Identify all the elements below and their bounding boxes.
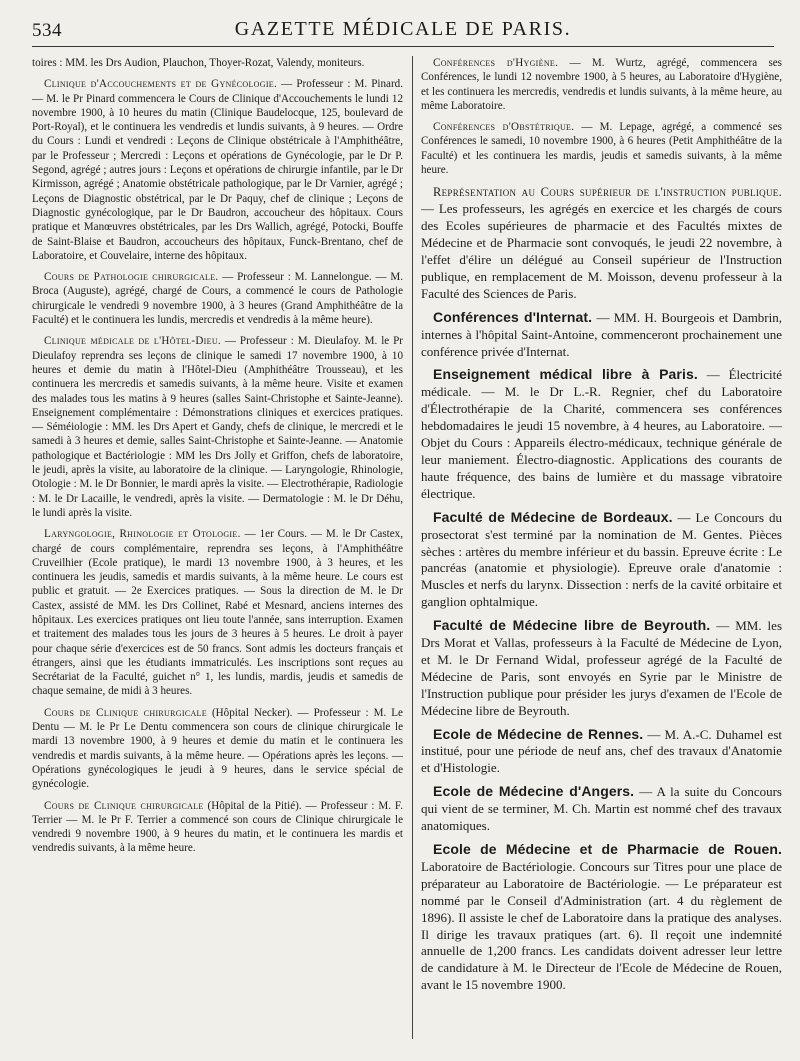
article-heading: Ecole de Médecine d'Angers.	[433, 783, 635, 800]
article-heading: Ecole de Médecine de Rennes.	[433, 725, 644, 742]
page-header	[32, 14, 774, 48]
article-heading: Ecole de Médecine et de Pharmacie de Rouen.	[433, 841, 782, 857]
article-heading: Clinique médicale de l'Hôtel-Dieu.	[44, 335, 221, 348]
article-body: Laboratoire de Bactériologie. Concours sur Titres pour une place de préparateur au Laboratoire de Bactériologie. — Le préparateur est nommé par le Conseil d'Administration (art. 4 du règlement de 1896). Il assiste le chef de Laboratoire dans la pratique des analyses. Il dirige les travaux pratiques (art. 6). Il reçoit une indemnité annuelle de 1,200 francs. Les candidats doivent adresser leur lettre de candidature à M. le Directeur de l'Ecole de Médecine de Rouen, avant le 15 novembre 1900.	[421, 858, 782, 993]
article-body: toires : MM. les Drs Audion, Plauchon, Thoyer-Rozat, Valendy, moniteurs.	[32, 57, 365, 69]
page-number: 534	[32, 20, 62, 41]
article-beyrouth	[421, 617, 782, 719]
article-hygiene	[421, 56, 782, 113]
article-body: — Le Concours du prosectorat s'est terminé par la nomination de M. Gentes. Pièces sèches : artères du membre inférieur et du bassin. Epreuve écrite : Le pancréas (anatomie et physiologie). Epreuve orale d'anatomie : Muscles et nerfs du larynx. Dissection : nerfs de la cavité orbitaire et ganglion ophtalmique.	[421, 509, 782, 610]
article-body: — Professeur : M. Dieulafoy. M. le Pr Dieulafoy reprendra ses leçons de clinique le samedi 17 novembre 1900, à 10 heures et demie du matin à l'Hôtel-Dieu (Amphithéâtre Trousseau), et les continuera les mercredis et samedis suivants, à la même heure. Visite et examen des malades tous les matins à 9 heures (salles Saint-Christophe et Sainte-Jeanne). Enseignement complémentaire : Démonstrations cliniques et exercices pratiques. — Séméiologie : MM. les Drs Apert et Gandy, chefs de clinique, le mercredi et le samedi à 3 heures et demie, salles Saint-Christophe et Sainte-Jeanne. — Anatomie pathologique et Bactériologie : MM les Drs Jolly et Griffon, chefs de laboratoire, le jeudi, après la visite, au laboratoire de la clinique. — Laryngologie, Rhinologie, Otologie : M. le Dr Bonnier, le mardi après la visite. — Electrothérapie, Radiologie : M. le Dr Lacaille, le vendredi, après la visite. — Dermatologie : M. le Dr Déhu, le lundi après la visite.	[32, 335, 403, 519]
article-laryngologie	[32, 527, 403, 699]
header-rule	[32, 46, 774, 47]
article-angers	[421, 783, 782, 835]
article-body: — Professeur : M. Lannelongue. — M. Broca (Auguste), agrégé, chargé de Cours, a commencé le cours de Pathologie chirurgicale le vendredi 9 novembre 1900, à 3 heures (Grand Amphithéâtre de la Faculté) et le continuera les lundis, mercredis et vendredis à la même heure).	[32, 271, 403, 327]
article-heading: Cours de Clinique chirurgicale	[44, 706, 207, 719]
article-obstetrique	[421, 120, 782, 177]
article-accouchements	[32, 77, 403, 263]
article-necker	[32, 706, 403, 792]
article-libre-paris	[421, 366, 782, 502]
article-internat	[421, 309, 782, 361]
column-separator	[412, 56, 413, 1039]
article-body: — MM. H. Bourgeois et Dambrin, internes à l'hôpital Saint-Antoine, commenceront prochainement une conférence privée d'Internat.	[421, 309, 782, 359]
article-body: — Les professeurs, les agrégés en exercice et les chargés de cours des Ecoles supérieures de pharmacie et des Facultés mixtes de Médecine et de Pharmacie sont convoqués, le jeudi 22 novembre, à l'effet d'élire un délégué au Conseil supérieur de l'Instruction publique, en remplacement de M. Moisson, devenu professeur à la Faculté des Sciences de Paris.	[421, 201, 782, 301]
article-body: — A la suite du Concours qui vient de se terminer, M. Ch. Martin est nommé chef des travaux anatomiques.	[421, 784, 782, 834]
left-column	[32, 56, 403, 1041]
article-heading: Cours de Pathologie chirurgicale.	[44, 271, 219, 284]
article-rennes	[421, 726, 782, 778]
article-heading: Faculté de Médecine de Bordeaux.	[433, 508, 673, 525]
article-heading: Faculté de Médecine libre de Beyrouth.	[433, 617, 711, 634]
article-body: — 1er Cours. — M. le Dr Castex, chargé de cours complémentaire, reprendra ses leçons, à l'Amphithéâtre Cruveilhier (Ecole pratique), le mardi 13 novembre 1900, à 3 heures, et les continuera les jeudis, samedis et mardis suivants, à la même heure. Le cours est public et gratuit. — 2e Exercices pratiques. — Sous la direction de M. le Dr Castex, assisté de MM. les Drs Collinet, Rabé et Mesnard, anciens internes des hôpitaux. Les exercices pratiques ont lieu toute l'année, sans interruption. Examen et traitement des malades tous les jours de 3 heures à 5 heures. Le droit à payer pour chaque série d'exercices est de 50 francs. Sont admis les docteurs français et étrangers, ainsi que les étudiants immatriculés. Les inscriptions sont reçues au Secrétariat de la Faculté, guichet n° 1, les lundis, mardis, jeudis et samedis de chaque semaine, de midi à 3 heures.	[32, 528, 403, 698]
article-body: (Hôpital de la Pitié). — Professeur : M. F. Terrier — M. le Pr F. Terrier a commencé son cours de Clinique chirurgicale le vendredi 9 novembre 1900, à 9 heures du matin, et le continuera les mardis et vendredis suivants, à la même heure.	[32, 799, 403, 855]
article-heading: Conférences d'Hygiène.	[433, 57, 559, 69]
article-body: — M. A.-C. Duhamel est institué, pour une période de neuf ans, chef des travaux d'Anatomie et d'Histologie.	[421, 726, 782, 776]
article-body: — Électricité médicale. — M. le Dr L.-R. Regnier, chef du Laboratoire d'Électrothérapie de la Charité, commencera ses conférences hebdomadaires le jeudi 15 novembre, à 4 heures, au Laboratoire. — Objet du Cours : Appareils électro-médicaux, technique générale de leur maniement. Électro-diagnostic. Applications des courants de haute fréquence, des bains de lumière et du massage vibratoire électrique.	[421, 367, 782, 501]
article-heading: Laryngologie, Rhinologie et Otologie.	[44, 528, 241, 541]
article-pathologie	[32, 270, 403, 327]
article-pitie	[32, 799, 403, 856]
journal-title: GAZETTE MÉDICALE DE PARIS.	[234, 18, 572, 40]
article-heading: Clinique d'Accouchements et de Gynécologie.	[44, 78, 278, 91]
article-heading: Enseignement médical libre à Paris.	[433, 366, 698, 383]
article-heading: Conférences d'Internat.	[433, 308, 593, 325]
article-body: — M. Lepage, agrégé, a commencé ses Conférences le samedi, 10 novembre 1900, à 6 heures (Petit Amphithéâtre de la Faculté) et les continuera les mardis, jeudis et samedis suivants, à la même heure.	[421, 121, 782, 177]
article-body: — Professeur : M. Pinard. — M. le Pr Pinard commencera le Cours de Clinique d'Accouchements le lundi 12 novembre 1900, à 10 heures du matin (Clinique Baudelocque, 125, boulevard de Port-Royal), et le continuera les vendredis et lundis suivants, à 9 heures. — Ordre du Cours : Lundi et vendredi : Leçons de Clinique obstétricale à l'Amphithéâtre, par le Professeur ; Mercredi : Leçons et opérations de Gynécologie, par le Dr P. Segond, agrégé ; autres jours : Leçons et opérations de chirurgie infantile, par le Dr Kirmisson, agrégé ; Anatomie obstétricale pathologique, par le Dr Varnier, agrégé ; Leçons de Diagnostic obstétrical, par le Dr Paquy, chef de clinique ; Leçons de Diagnostic gynécologique, par le Dr Baudron, accoucheur des hôpitaux. Cours pratique et Manœuvres obstétricales, par les Drs Wallich, agrégé, Potocki, Bouffe de Saint-Blaise et Baudron, accoucheurs des hôpitaux, Funck-Brentano, chef de Laboratoire, et Couvelaire, interne des hôpitaux.	[32, 78, 403, 262]
article-representation	[421, 184, 782, 302]
article-continuation	[32, 56, 403, 70]
article-bordeaux	[421, 509, 782, 611]
article-hotel-dieu	[32, 334, 403, 520]
article-heading: Conférences d'Obstétrique.	[433, 121, 575, 134]
article-heading: Cours de Clinique chirurgicale	[44, 799, 204, 812]
article-body: — MM. les Drs Morat et Vallas, professeurs à la Faculté de Médecine de Lyon, et M. le Dr Fernand Widal, professeur agrégé de la Faculté de Médecine de Paris, sont envoyés en Syrie par le Ministre de l'Instruction publique pour présider les jurys d'examen de l'Ecole de Médecine libre de Beyrouth.	[421, 618, 782, 718]
article-body: (Hôpital Necker). — Professeur : M. Le Dentu — M. le Pr Le Dentu commencera son cours de clinique chirurgicale le mardi 13 novembre 1900, à 9 heures et demie du matin et le continuera les vendredis et mardis suivants, à la même heure. — Opérations après les leçons. — Opérations gynécologiques le jeudi à 9 heures, dans le service spécial de gynécologie.	[32, 706, 403, 791]
article-body: — M. Wurtz, agrégé, commencera ses Conférences, le lundi 12 novembre 1900, à 5 heures, au Laboratoire d'Hygiène, et les continuera les mercredis, vendredis et lundis suivants, à la même heure, au même Laboratoire.	[421, 57, 782, 112]
right-column	[421, 56, 782, 1041]
article-rouen	[421, 841, 782, 994]
article-heading: Représentation au Cours supérieur de l'instruction publique.	[433, 185, 782, 200]
